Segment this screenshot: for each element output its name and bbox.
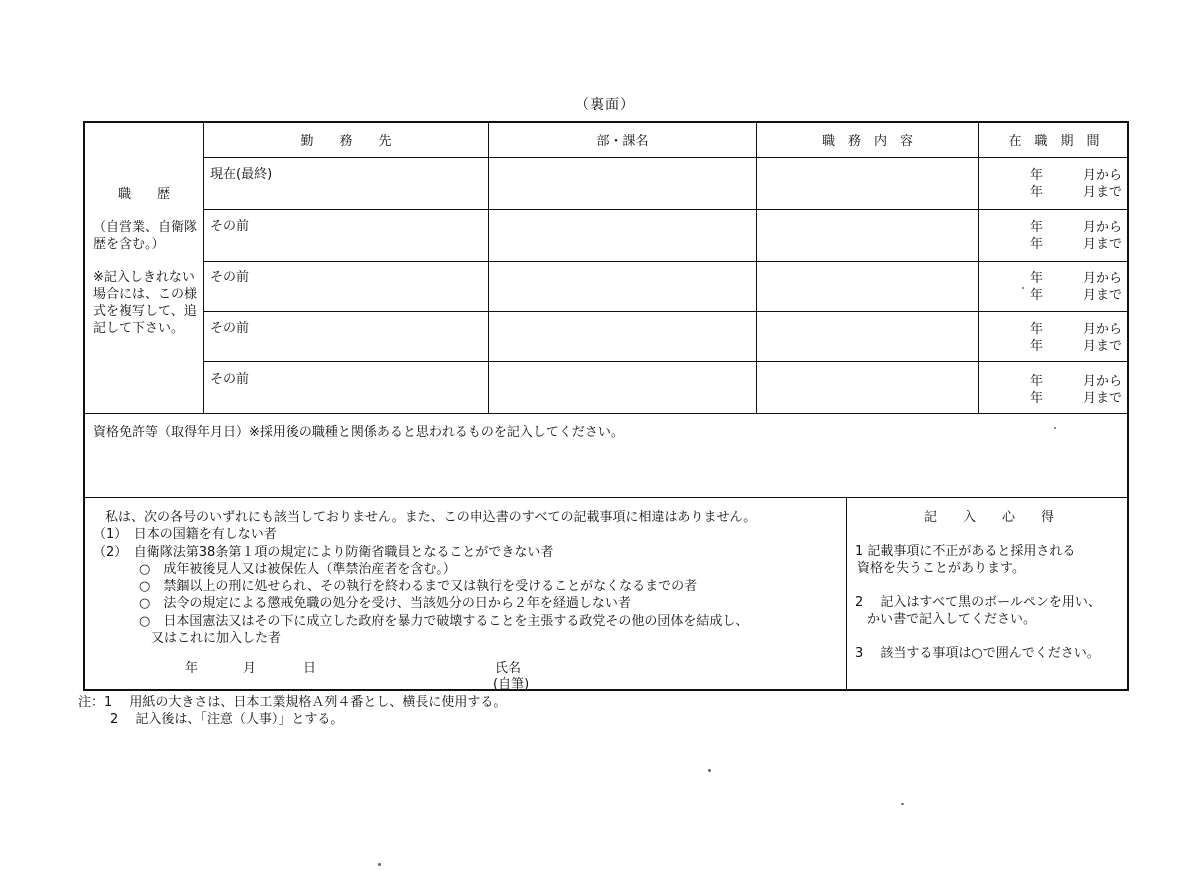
period-cell-2: 年 月から 年 月まで bbox=[1030, 220, 1122, 252]
declaration bbox=[93, 509, 845, 647]
instruction-1-cont: 資格を失うことがあります。 bbox=[857, 561, 1025, 576]
footer-notes bbox=[78, 694, 506, 728]
declaration-sub-4-cont: 又はこれに加入した者 bbox=[151, 631, 282, 647]
name-label: 氏名 bbox=[495, 661, 522, 676]
career-label: 職 歴 bbox=[117, 187, 170, 202]
scan-speck bbox=[378, 863, 381, 866]
declaration-item-2: （2） 自衛隊法第38条第１項の規定により防衛省職員となることができない者 bbox=[93, 544, 554, 560]
instruction-3: 3 該当する事項は○で囲んでください。 bbox=[855, 646, 1100, 661]
header-duties: 職 務 内 容 bbox=[821, 134, 913, 149]
row-label-previous-4: その前 bbox=[210, 372, 250, 387]
page-title: （裏面） bbox=[575, 97, 635, 113]
career-note-scope: （自営業、自衛隊歴を含む。） bbox=[93, 220, 198, 252]
declaration-intro: 私は、次の各号のいずれにも該当しておりません。また、この申込書のすべての記載事項に相違はありません。 bbox=[105, 510, 757, 525]
declaration-item-1: （1） 日本の国籍を有しない者 bbox=[93, 527, 277, 543]
period-cell-1: 年 月から 年 月まで bbox=[1030, 168, 1122, 200]
scan-speck bbox=[1022, 287, 1024, 289]
date-year: 年 bbox=[185, 661, 199, 676]
career-note-copy: ※記入しきれない場合には、この様式を複写して、追記して下さい。 bbox=[93, 270, 198, 336]
instruction-1: 1 記載事項に不正があると採用される bbox=[855, 544, 1076, 559]
instruction-2: 2 記入はすべて黒のボールペンを用い、 bbox=[855, 595, 1101, 610]
scan-speck bbox=[901, 803, 904, 805]
footer-note-2: 2 記入後は、「注意（人事）」とする。 bbox=[110, 712, 344, 727]
period-cell-3: 年 月から 年 月まで bbox=[1030, 271, 1122, 303]
header-period: 在 職 期 間 bbox=[1008, 134, 1100, 149]
signature-label: (自筆) bbox=[493, 677, 530, 692]
declaration-sub-3: ○ 法令の規定による懲戒免職の処分を受け、当該処分の日から２年を経過しない者 bbox=[139, 596, 631, 612]
declaration-sub-4: ○ 日本国憲法又はその下に成立した政府を暴力で破壊することを主張する政党その他の団体を結成し、 bbox=[139, 613, 749, 629]
scan-speck bbox=[1054, 427, 1056, 429]
instructions-title: 記 入 心 得 bbox=[923, 510, 1054, 525]
row-label-previous-1: その前 bbox=[210, 219, 250, 234]
period-cell-5: 年 月から 年 月まで bbox=[1030, 374, 1122, 406]
row-label-current: 現在(最終) bbox=[210, 167, 273, 182]
instruction-2-cont: かい書で記入してください。 bbox=[867, 612, 1037, 627]
date-month: 月 bbox=[243, 661, 257, 676]
date-day: 日 bbox=[303, 661, 317, 676]
row-label-previous-3: その前 bbox=[210, 321, 250, 336]
declaration-sub-1: ○ 成年被後見人又は被保佐人（準禁治産者を含む。） bbox=[139, 561, 456, 577]
row-label-previous-2: その前 bbox=[210, 270, 250, 285]
qualifications-label: 資格免許等（取得年月日）※採用後の職種と関係あると思われるものを記入してください。 bbox=[93, 425, 624, 440]
header-workplace: 勤 務 先 bbox=[300, 134, 392, 149]
application-form-back bbox=[83, 121, 1129, 691]
instructions bbox=[855, 509, 1123, 662]
period-cell-4: 年 月から 年 月まで bbox=[1030, 322, 1122, 354]
scan-speck bbox=[708, 769, 711, 772]
footer-note-1: 注：1 用紙の大きさは、日本工業規格Ａ列４番とし、横長に使用する。 bbox=[78, 695, 507, 710]
header-department: 部・課名 bbox=[596, 134, 649, 149]
declaration-sub-2: ○ 禁錮以上の刑に処せられ、その執行を終わるまで又は執行を受けることがなくなるまでの者 bbox=[139, 579, 698, 595]
